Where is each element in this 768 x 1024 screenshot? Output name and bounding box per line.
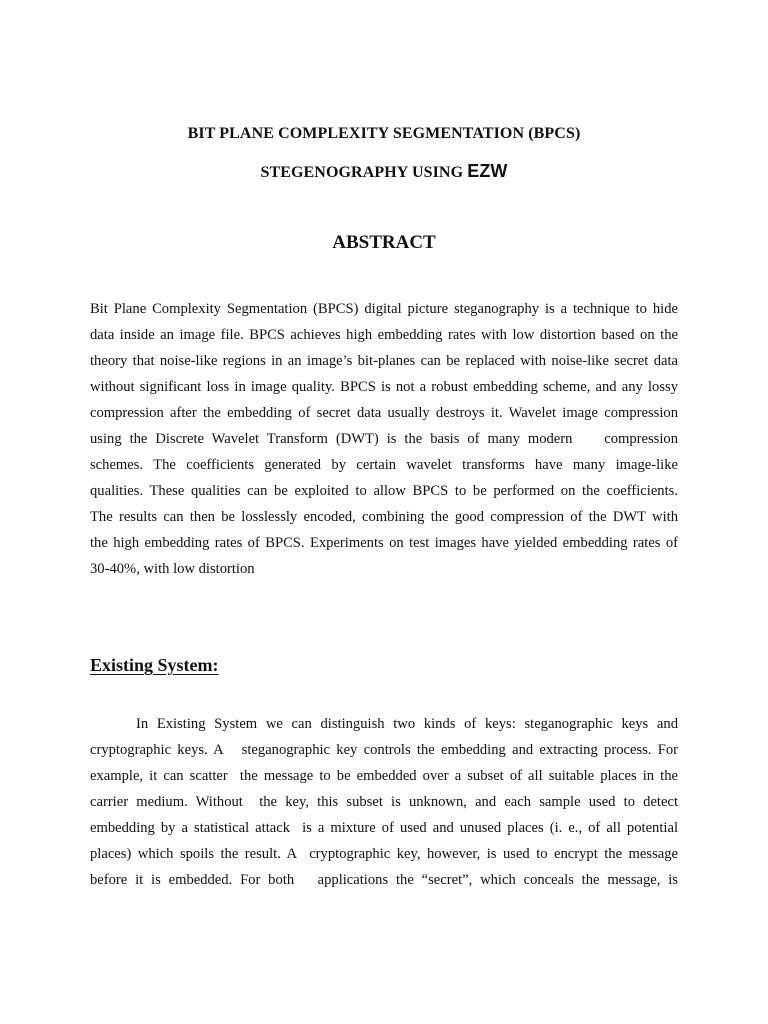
abstract-line: compression after the embedding of secret data usually destroys it. Wavelet image compression <box>90 405 678 421</box>
existing-system-line: places) which spoils the result. A cryptographic key, however, is used to encrypt the message <box>90 846 678 862</box>
abstract-paragraph <box>90 296 678 582</box>
abstract-heading: ABSTRACT <box>332 232 436 253</box>
existing-system-heading: Existing System: <box>90 655 219 675</box>
abstract-line: The results can then be losslessly encoded, combining the good compression of the DWT with <box>90 509 678 525</box>
abstract-line: 30-40%, with low distortion <box>90 561 255 577</box>
abstract-line: schemes. The coefficients generated by certain wavelet transforms have many image-like <box>90 457 678 473</box>
existing-system-line: In Existing System we can distinguish two kinds of keys: steganographic keys and <box>136 716 678 732</box>
existing-system-line: example, it can scatter the message to be embedded over a subset of all suitable places in the <box>90 768 678 784</box>
title-line-1: BIT PLANE COMPLEXITY SEGMENTATION (BPCS) <box>187 125 581 142</box>
title-line-2-main: STEGENOGRAPHY USING <box>260 164 468 181</box>
abstract-line: without significant loss in image quality. BPCS is not a robust embedding scheme, and any lossy <box>90 379 678 395</box>
existing-system-line: cryptographic keys. A steganographic key controls the embedding and extracting process. For <box>90 742 678 758</box>
existing-system-line: carrier medium. Without the key, this subset is unknown, and each sample used to detect <box>90 794 678 810</box>
title-line-2-acronym: EZW <box>467 161 508 181</box>
abstract-line: data inside an image file. BPCS achieves high embedding rates with low distortion based on the <box>90 327 678 343</box>
abstract-line: theory that noise-like regions in an image’s bit-planes can be replaced with noise-like secret data <box>90 353 678 369</box>
existing-system-line: before it is embedded. For both applications the “secret”, which conceals the message, is <box>90 872 678 888</box>
existing-system-paragraph <box>90 711 678 893</box>
abstract-line: Bit Plane Complexity Segmentation (BPCS) digital picture steganography is a technique to hide <box>90 301 678 317</box>
abstract-line: using the Discrete Wavelet Transform (DWT) is the basis of many modern compression <box>90 431 678 447</box>
abstract-line: the high embedding rates of BPCS. Experiments on test images have yielded embedding rates of <box>90 535 678 551</box>
existing-system-line: embedding by a statistical attack is a mixture of used and unused places (i. e., of all potential <box>90 820 678 836</box>
abstract-line: qualities. These qualities can be exploited to allow BPCS to be performed on the coefficients. <box>90 483 678 499</box>
title-line-2 <box>0 161 768 182</box>
